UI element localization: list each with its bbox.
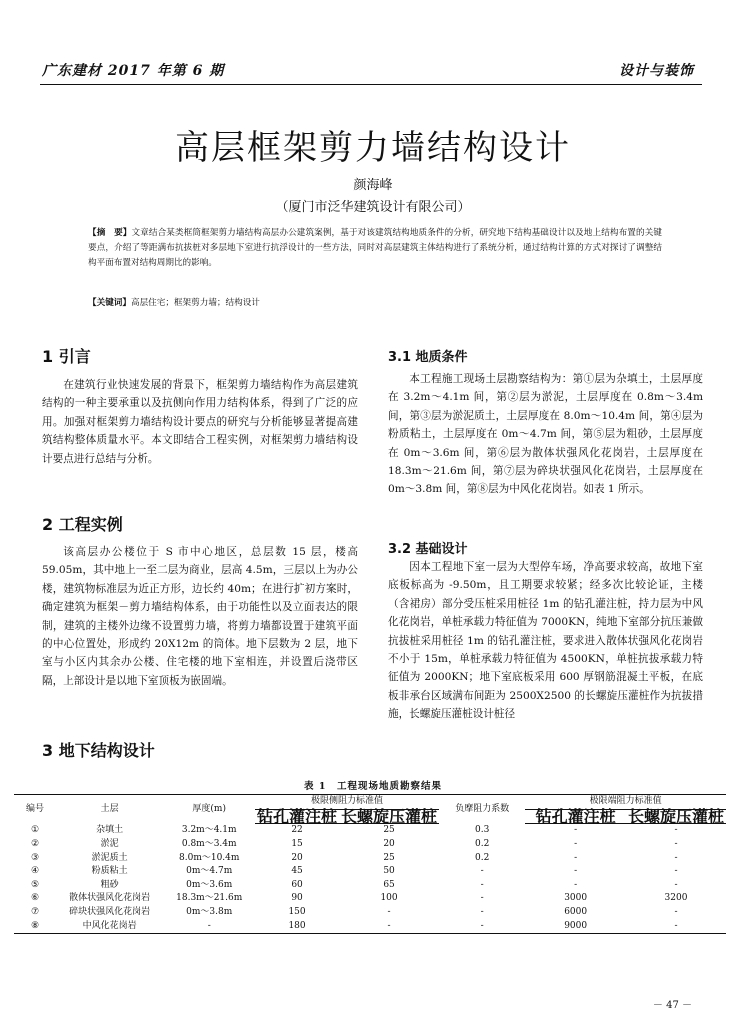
table-cell: 150	[288, 907, 306, 918]
table-cell: 25	[383, 825, 395, 836]
table-cell: 碎块状强风化花岗岩	[69, 907, 151, 918]
table-cell: ⑤	[30, 879, 40, 890]
table-row	[14, 838, 726, 852]
header-end-bored: 钻孔灌注桩	[525, 809, 626, 824]
table-cell: ①	[30, 825, 40, 836]
header-thickness: 厚度(m)	[163, 795, 255, 824]
table-cell: -	[674, 866, 678, 877]
author: 颜海峰	[353, 178, 393, 193]
table-cell: -	[387, 907, 391, 918]
table-cell: 18.3m～21.6m	[176, 893, 243, 904]
table-cell: ④	[30, 866, 40, 877]
journal-header: 广东建材 2017 年第 6 期	[42, 63, 225, 79]
section-3-1-body	[388, 370, 703, 499]
table-cell: 3000	[564, 893, 588, 904]
table-cell: 6000	[564, 907, 588, 918]
table-cell: 20	[383, 839, 395, 850]
table-cell: 粉质粘土	[91, 866, 128, 877]
table-body	[14, 824, 726, 934]
table-cell: 0.2	[475, 852, 490, 863]
section-1-title: 1 引言	[42, 347, 91, 366]
table-cell: -	[574, 839, 578, 850]
paragraph: 本工程施工现场土层勘察结构为：第①层为杂填土，土层厚度在 3.2m～4.1m 间，第②层为淤泥，土层厚度在 0.8m～3.4m 间，第③层为淤泥质土，土层厚度在 8.0m～10.4m 间，第④层为粉质粘土，土层厚度在 0m～4.7m 间，第⑤层为粗砂，土层厚度在 0m～3.6m 间，第⑥层为散体状强风化花岗岩，土层厚度在 18.3m～21.6m 间，第⑦层为碎块状强风化花岗岩，土层厚度在 0m～3.8m 间，第⑧层为中风化花岗岩。如表 1 所示。	[388, 373, 703, 496]
section-3-2-title: 3.2 基础设计	[388, 542, 468, 557]
abstract	[88, 226, 662, 271]
table-cell: 淤泥质土	[91, 852, 128, 863]
table-cell: 3200	[664, 893, 688, 904]
table-cell: 20	[291, 852, 303, 863]
section-2-body	[42, 543, 358, 690]
table-cell: 0m～3.8m	[186, 907, 233, 918]
table-row	[14, 865, 726, 879]
table-cell: -	[674, 879, 678, 890]
table-cell: 65	[383, 879, 395, 890]
table-cell: 杂填土	[96, 825, 124, 836]
header-soil: 土层	[56, 795, 163, 824]
table-cell: 散体状强风化花岗岩	[69, 893, 151, 904]
table-cell: -	[480, 907, 484, 918]
table-cell: -	[674, 852, 678, 863]
table-cell: 0.3	[475, 825, 490, 836]
section-2-title: 2 工程实例	[42, 515, 123, 534]
table-cell: -	[480, 866, 484, 877]
header-side-cfa: 长螺旋压灌桩	[341, 806, 438, 826]
table-cell: 9000	[525, 919, 626, 933]
table-cell: 0.8m～3.4m	[181, 839, 237, 850]
table-row	[14, 919, 726, 933]
table-cell: 15	[291, 839, 303, 850]
table-cell: 25	[383, 852, 395, 863]
table-cell: 100	[380, 893, 398, 904]
geology-table	[14, 794, 726, 934]
table-cell: -	[574, 825, 578, 836]
table-cell: -	[339, 919, 439, 933]
table-cell: 50	[383, 866, 395, 877]
abstract-text: 文章结合某类框筒框架剪力墙结构高层办公建筑案例，基于对该建筑结构地质条件的分析，研究地下结构基础设计以及地上结构布置的关键要点，介绍了等距满布抗拔桩对多层地下室进行抗浮设计的一些方法，同时对高层建筑主体结构进行了系统分析，通过结构计算的方式对探讨了调整结构平面布置对结构周期比的影响。	[88, 228, 662, 268]
table-cell: 淤泥	[100, 839, 119, 850]
header-side-bored: 钻孔灌注桩	[257, 806, 338, 826]
table-cell: 22	[291, 825, 303, 836]
table-row	[14, 879, 726, 893]
header-side-resistance: 极限侧阻力标准值	[255, 795, 439, 810]
table-cell: 0m～3.6m	[186, 879, 233, 890]
table-cell: -	[574, 852, 578, 863]
table-cell: 45	[291, 866, 303, 877]
page-number: － 47 －	[652, 1000, 692, 1011]
header-rule	[40, 84, 702, 85]
table-cell: -	[574, 866, 578, 877]
table-cell: 180	[255, 919, 339, 933]
table-cell: -	[674, 825, 678, 836]
keywords	[88, 296, 662, 311]
affiliation: （厦门市泛华建筑设计有限公司）	[275, 200, 471, 215]
table-cell: ③	[30, 852, 40, 863]
table-cell: -	[163, 919, 255, 933]
table-cell: ⑧	[14, 919, 56, 933]
section-3-2-body	[388, 558, 703, 724]
paragraph: 该高层办公楼位于 S 市中心地区，总层数 15 层，楼高 59.05m，其中地上一至二层为商业，层高 4.5m，三层以上为办公楼，建筑物标准层为近正方形，边长约 40m；在进行扩初方案时，确定建筑为框架－剪力墙结构体系，由于功能性以及立面表达的限制，建筑的主楼外边缘不设置剪力墙，将剪力墙都设置于建筑平面的中心位置处，形成约 20X12m 的筒体。地下层数为 2 层，地下室与小区内其余办公楼、住宅楼的地下室相连，并设置后浇带区隔，上部设计是以地下室顶板为嵌固端。	[42, 546, 358, 687]
header-end-cfa: 长螺旋压灌桩	[626, 809, 726, 824]
table-cell: 3.2m～4.1m	[181, 825, 237, 836]
table-cell: ②	[30, 839, 40, 850]
table-cell: -	[480, 879, 484, 890]
table-caption: 表 1 工程现场地质勘察结果	[304, 781, 442, 792]
abstract-tag: 【摘 要】	[88, 228, 132, 238]
header-end-resistance: 极限端阻力标准值	[525, 795, 726, 810]
section-1-body	[42, 376, 358, 468]
header-negative-friction: 负摩阻力系数	[439, 795, 525, 824]
header-no: 编号	[14, 795, 56, 824]
table-cell: -	[674, 839, 678, 850]
paragraph: 在建筑行业快速发展的背景下，框架剪力墙结构作为高层建筑结构的一种主要承重以及抗侧向作用力结构体系，得到了广泛的应用。加强对框架剪力墙结构设计要点的研究与分析能够显著提高建筑结构整体质量水平。本文即结合工程实例，对框架剪力墙结构设计要点进行总结与分析。	[42, 379, 358, 465]
table-row	[14, 851, 726, 865]
keywords-tag: 【关键词】	[88, 298, 131, 308]
table-cell: ⑥	[30, 893, 40, 904]
table-row	[14, 892, 726, 906]
keywords-text: 高层住宅；框架剪力墙；结构设计	[130, 298, 260, 308]
table-cell: -	[626, 919, 726, 933]
table-row	[14, 906, 726, 920]
table-cell: 90	[291, 893, 303, 904]
section-3-1-title: 3.1 地质条件	[388, 350, 468, 365]
paper-title: 高层框架剪力墙结构设计	[175, 128, 571, 168]
table-cell: -	[574, 879, 578, 890]
section-header: 设计与装饰	[619, 63, 694, 79]
section-3-title: 3 地下结构设计	[42, 741, 155, 760]
table-cell: 粗砂	[100, 879, 119, 890]
table-cell: 8.0m～10.4m	[179, 852, 240, 863]
table-cell: ⑦	[30, 907, 40, 918]
table-cell: 中风化花岗岩	[56, 919, 163, 933]
table-cell: 0m～4.7m	[186, 866, 233, 877]
table-cell: 60	[291, 879, 303, 890]
table-cell: -	[439, 919, 525, 933]
table-cell: -	[480, 893, 484, 904]
table-cell: 0.2	[475, 839, 490, 850]
table-cell: -	[674, 907, 678, 918]
paragraph: 因本工程地下室一层为大型停车场，净高要求较高，故地下室底板标高为 -9.50m，且工期要求较紧；经多次比较论证，主楼（含裙房）部分受压桩采用桩径 1m 的钻孔灌注桩，持力层为中风化花岗岩，单桩承载力特征值为 7000KN，纯地下室部分抗压兼做抗拔桩采用桩径 1m 的钻孔灌注桩，要求进入散体状强风化花岗岩不小于 15m，单桩承载力特征值为 4500KN，单桩抗拔承载力特征值为 2000KN；地下室底板采用 600 厚钢筋混凝土平板，在底板非承台区域满布间距为 2500X2500 的长螺旋压灌桩作为抗拔措施，长螺旋压灌桩设计桩径	[388, 561, 703, 721]
